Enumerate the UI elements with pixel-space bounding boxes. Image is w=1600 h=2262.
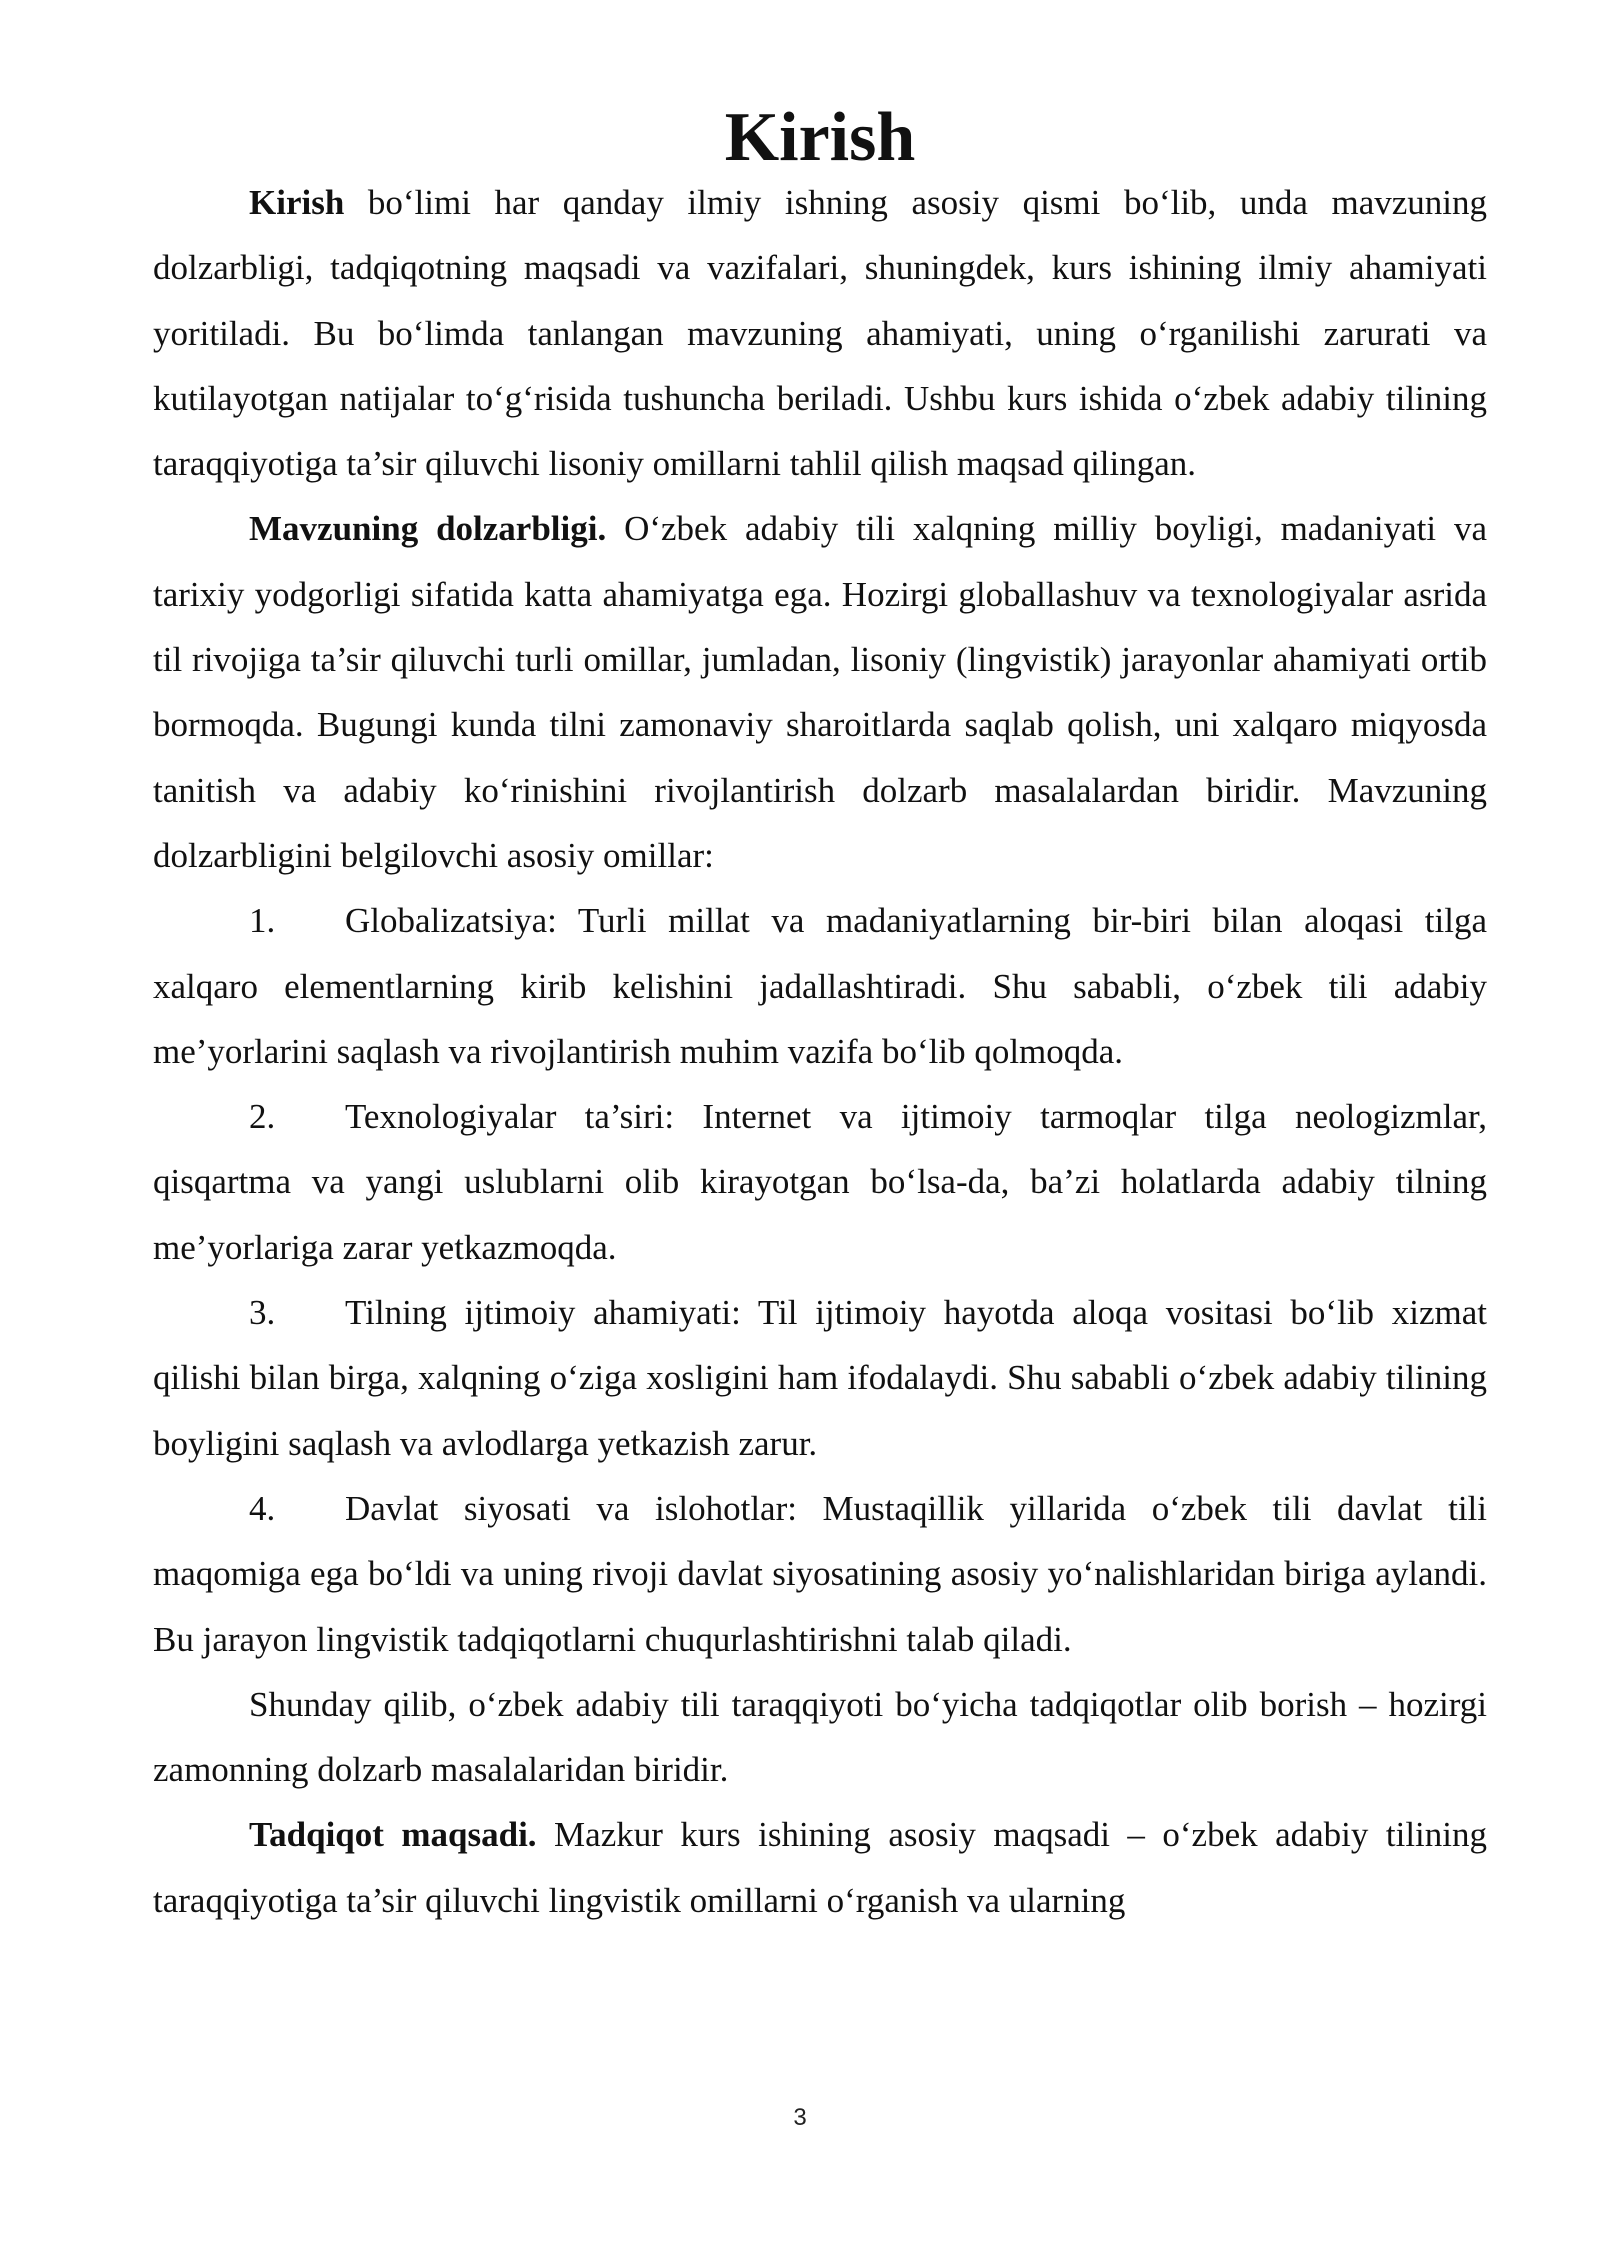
list-item-number: 2. [249,1097,276,1137]
page-number: 3 [793,2104,807,2131]
paragraph-research-goal [153,1802,1487,1933]
list-item [153,1476,1487,1672]
list-item-number: 4. [249,1488,276,1528]
list-item [153,1280,1487,1476]
section-title: Kirish [724,99,916,176]
paragraph-relevance [153,496,1487,888]
list-item-text: Texnologiyalar ta’siri: Internet va ijtimoiy tarmoqlar tilga neologizmlar, qisqartma va yangi uslublarni olib kirayotgan bo‘lsa-da, ba’zi holatlarda adabiy tilning me’yorlariga zarar yetkazmoqda. [153,1097,1487,1267]
paragraph-lead: Tadqiqot maqsadi. [249,1815,537,1855]
list-item-text: Davlat siyosati va islohotlar: Mustaqillik yillarida o‘zbek tili davlat tili maqomiga ega bo‘ldi va uning rivoji davlat siyosatining asosiy yo‘nalishlaridan biriga aylandi. Bu jarayon lingvistik tadqiqotlarni chuqurlashtirishni talab qiladi. [153,1488,1487,1659]
list-item [153,1084,1487,1280]
paragraph-lead: Mavzuning dolzarbligi. [249,509,607,549]
list-item-number: 1. [249,901,276,941]
paragraph-text: Mazkur kurs ishining asosiy maqsadi – o‘zbek adabiy tilining taraqqiyotiga ta’sir qiluvchi lingvistik omillarni o‘rganish va ularning [153,1815,1487,1920]
paragraph-text: bo‘limi har qanday ilmiy ishning asosiy qismi bo‘lib, unda mavzuning dolzarbligi, tadqiqotning maqsadi va vazifalari, shuningdek, kurs ishining ilmiy ahamiyati yoritiladi. Bu bo‘limda tanlangan mavzuning ahamiyati, uning o‘rganilishi zarurati va kutilayotgan natijalar to‘g‘risida tushuncha beriladi. Ushbu kurs ishida o‘zbek adabiy tilining taraqqiyotiga ta’sir qiluvchi lisoniy omillarni tahlil qilish maqsad qilingan. [153,183,1487,484]
list-item [153,888,1487,1084]
paragraph-lead: Kirish [249,183,345,222]
list-item-text: Globalizatsiya: Turli millat va madaniyatlarning bir-biri bilan aloqasi tilga xalqaro elementlarning kirib kelishini jadallashtiradi. Shu sababli, o‘zbek tili adabiy me’yorlarini saqlash va rivojlantirish muhim vazifa bo‘lib qolmoqda. [153,901,1487,1071]
paragraph-intro [153,170,1487,496]
document-body [153,99,1487,1933]
paragraph-conclusion: Shunday qilib, o‘zbek adabiy tili taraqqiyoti bo‘yicha tadqiqotlar olib borish – hozirgi zamonning dolzarb masalalaridan biridir. [153,1684,1487,1790]
list-item-number: 3. [249,1293,276,1333]
paragraph-text: O‘zbek adabiy tili xalqning milliy boyligi, madaniyati va tarixiy yodgorligi sifatida katta ahamiyatga ega. Hozirgi globallashuv va texnologiyalar asrida til rivojiga ta’sir qiluvchi turli omillar, jumladan, lisoniy (lingvistik) jarayonlar ahamiyati ortib bormoqda. Bugungi kunda tilni zamonaviy sharoitlarda saqlab qolish, uni xalqaro miqyosda tanitish va adabiy ko‘rinishini rivojlantirish dolzarb masalalardan biridir. Mavzuning dolzarbligini belgilovchi asosiy omillar: [153,509,1487,875]
list-item-text: Tilning ijtimoiy ahamiyati: Til ijtimoiy hayotda aloqa vositasi bo‘lib xizmat qilishi bilan birga, xalqning o‘ziga xosligini ham ifodalaydi. Shu sababli o‘zbek adabiy tilining boyligini saqlash va avlodlarga yetkazish zarur. [153,1293,1487,1463]
